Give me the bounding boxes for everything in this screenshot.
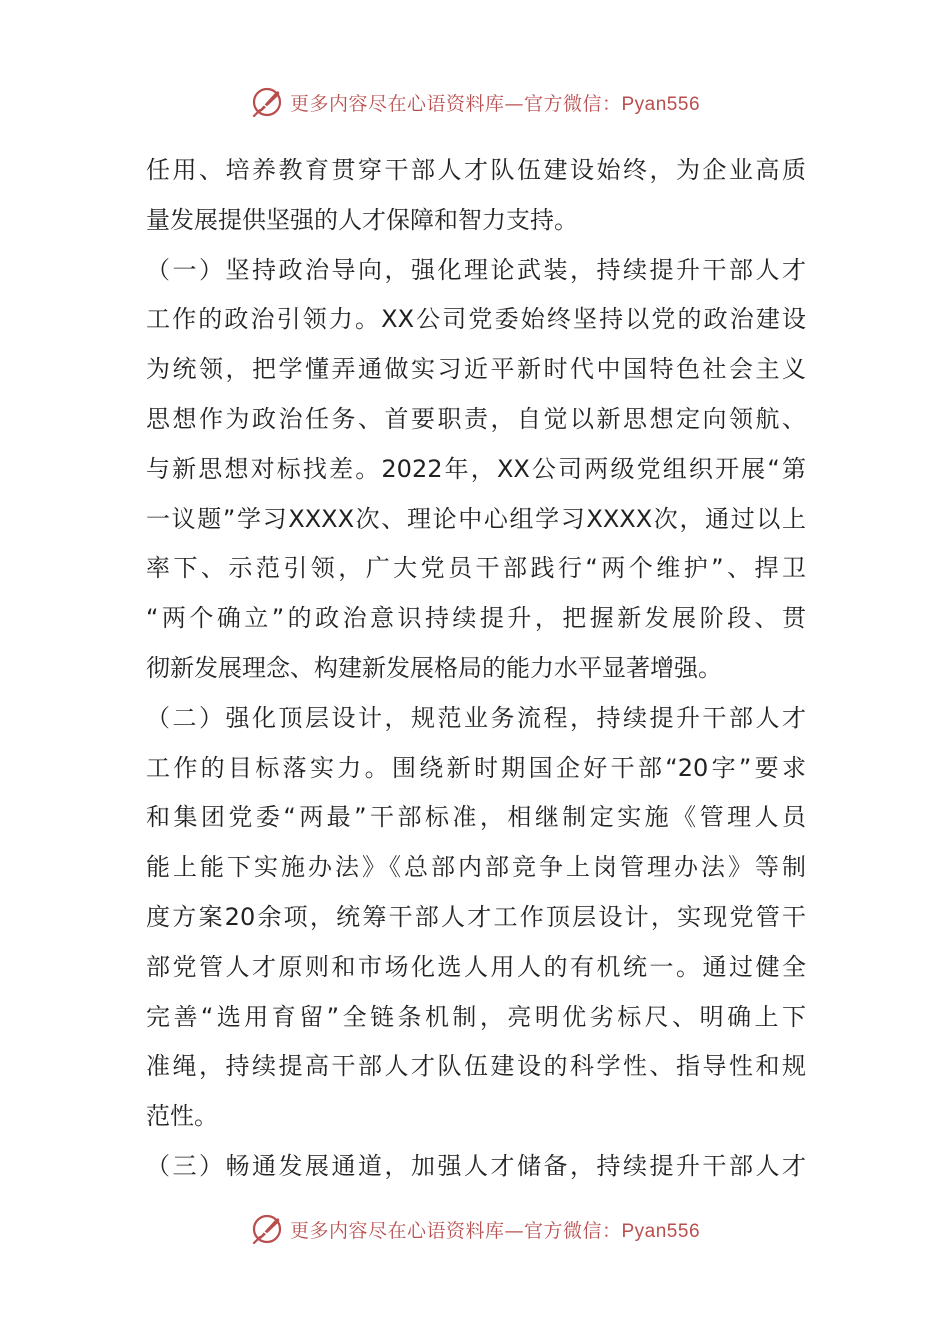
text-line: 能上能下实施办法》《总部内部竞争上岗管理办法》等制 — [146, 853, 806, 882]
text-line: 和集团党委“两最”干部标准，相继制定实施《管理人员 — [146, 803, 806, 832]
text-line: 任用、培养教育贯穿干部人才队伍建设始终，为企业高质 — [146, 156, 806, 184]
header-banner-text: 更多内容尽在心语资料库—官方微信：Pyan556 — [289, 92, 701, 115]
footer-banner-text: 更多内容尽在心语资料库—官方微信：Pyan556 — [289, 1219, 701, 1242]
text-line: （二）强化顶层设计，规范业务流程，持续提升干部人才 — [146, 703, 806, 732]
text-line: 与新思想对标找差。2022年，XX公司两级党组织开展“第 — [146, 454, 806, 483]
text-line: 准绳，持续提高干部人才队伍建设的科学性、指导性和规 — [146, 1052, 806, 1081]
quill-logo-icon — [250, 85, 284, 119]
text-line: “两个确立”的政治意识持续提升，把握新发展阶段、贯 — [146, 604, 806, 633]
text-line: 思想作为政治任务、首要职责，自觉以新思想定向领航、 — [146, 404, 806, 433]
quill-logo-icon — [250, 1212, 284, 1246]
text-line: 部党管人才原则和市场化选人用人的有机统一。通过健全 — [146, 952, 806, 981]
text-line: 工作的政治引领力。XX公司党委始终坚持以党的政治建设 — [146, 305, 806, 334]
text-line: （一）坚持政治导向，强化理论武装，持续提升干部人才 — [146, 255, 806, 284]
footer-banner — [0, 1209, 950, 1249]
text-line: 范性。 — [146, 1102, 218, 1131]
body-lines — [146, 146, 806, 1192]
text-line: （三）畅通发展通道，加强人才储备，持续提升干部人才 — [146, 1151, 806, 1180]
text-line: 率下、示范引领，广大党员干部践行“两个维护”、捍卫 — [146, 554, 806, 583]
text-line: 一议题”学习XXXX次、理论中心组学习XXXX次，通过以上 — [146, 504, 806, 533]
text-line: 量发展提供坚强的人才保障和智力支持。 — [146, 205, 578, 234]
text-line: 为统领，把学懂弄通做实习近平新时代中国特色社会主义 — [146, 355, 806, 384]
text-line: 彻新发展理念、构建新发展格局的能力水平显著增强。 — [146, 653, 722, 682]
text-line: 工作的目标落实力。围绕新时期国企好干部“20字”要求 — [146, 753, 806, 782]
document-body — [146, 146, 806, 1192]
header-banner — [0, 82, 950, 122]
text-line: 完善“选用育留”全链条机制，亮明优劣标尺、明确上下 — [146, 1002, 806, 1031]
text-line: 度方案20余项，统筹干部人才工作顶层设计，实现党管干 — [146, 902, 806, 931]
